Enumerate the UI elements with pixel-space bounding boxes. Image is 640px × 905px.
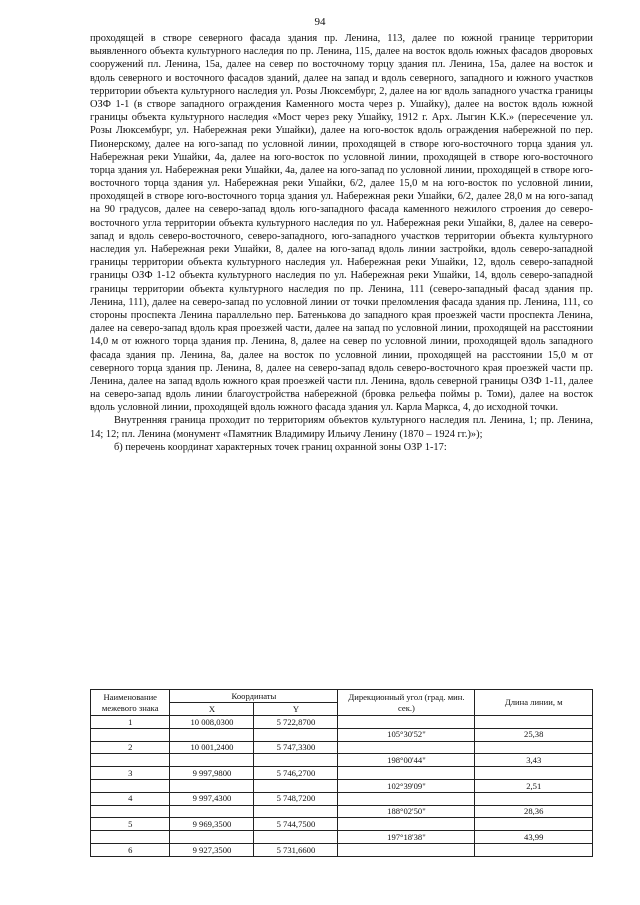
point-y: 5 746,2700	[254, 767, 338, 780]
point-x: 9 969,3500	[170, 818, 254, 831]
point-name: 4	[91, 792, 170, 805]
table-row-point	[91, 818, 593, 831]
point-y: 5 747,3300	[254, 741, 338, 754]
table-row-segment	[91, 831, 593, 844]
point-x: 9 997,4300	[170, 792, 254, 805]
coordinates-list-caption: б) перечень координат характерных точек границ охранной зоны ОЗР 1-17:	[114, 441, 447, 453]
table-header-row	[91, 690, 593, 703]
point-x: 9 997,9800	[170, 767, 254, 780]
boundary-description-paragraph: проходящей в створе северного фасада здания пр. Ленина, 113, далее по южной границе территории выявленного объекта культурного наследия по пр. Ленина, 115, далее на восток вдоль южных фасадов дворовых сооружений пл. Ленина, 15а, далее на север по восточному торцу здания пл. Ленина, 15а, далее на восток и вдоль северного и восточного фасадов зданий, далее на запад и вдоль северного, западного и южного участков территории объекта культурного наследия ул. Розы Люксембург, 2, далее на юг вдоль западного участка границы ОЗФ 1-1 (в створе западного ограждения Каменного моста через р. Ушайку), далее на восток вдоль южной границы объекта культурного наследия «Мост через реку Ушайку, 1912 г. Арх. Лыгин К.К.» (пересечение ул. Розы Люксембург, ул. Набережная реки Ушайки), далее на юго-восток вдоль ограждения набережной по пер. Пионерскому, далее на юго-запад по условной линии, проходящей в створе юго-восточного торца здания ул. Набережная реки Ушайки, 4а, далее на юго-восток по условной линии, проходящей в створе юго-восточного торца здания ул. Набережная реки Ушайки, 4а, далее на юго-запад по условной линии, проходящей в створе юго-восточного торца здания ул. Набережная реки Ушайки, 6/2, далее 15,0 м на юго-восток по условной линии, проходящей в створе юго-восточного торца здания ул. Набережная реки Ушайки, 6/2, далее 28,0 м на юго-запад на 90 градусов, далее на северо-запад вдоль юго-западного фасада каменного нежилого строения до северо-восточного угла территории объекта культурного наследия по ул. Набережная реки Ушайки, 8, далее на северо-запад и вдоль северо-восточного, северо-западного, юго-западного участков территории объекта культурного наследия ул. Набережная реки Ушайки, 8, далее на юго-запад вдоль линии застройки, вдоль северо-западной границы территории объекта культурного наследия ул. Набережная реки Ушайки, 12, вдоль северо-западной границы ОЗФ 1-12 объекта культурного наследия по ул. Набережная реки Ушайки, 14, вдоль северо-западной границы территории объекта культурного наследия по пр. Ленина, 111 (северо-западный фасад здания пр. Ленина, 111), далее на северо-запад по условной линии от точки преломления фасада здания пр. Ленина, 111, со стороны проспекта Ленина параллельно пер. Батенькова до западного края проезжей части проспекта Ленина, далее на северо-запад вдоль края проезжей части, далее на запад по условной линии, проходящей на расстоянии 14,0 м от южного торца здания пр. Ленина, 8, далее на север по условной линии, проходящей вдоль западного фасада здания пр. Ленина, 8а, далее на восток по условной линии, проходящей на расстоянии 15,0 м от северного торца здания пр. Ленина, 8, далее на северо-запад вдоль северо-восточного края проезжей части пр. Ленина, далее на запад вдоль южного края проезжей части пл. Ленина, вдоль северной границы ОЗФ 1-11, далее на северо-запад вдоль линии благоустройства набережной (бровка рельефа поймы р. Томи), далее на восток вдоль условной линии, проходящей вдоль южного фасада здания ул. Карла Маркса, 4, до исходной точки.	[90, 33, 593, 414]
segment-length: 3,43	[475, 754, 593, 767]
point-x: 10 001,2400	[170, 741, 254, 754]
table-row-point	[91, 767, 593, 780]
table-row-point	[91, 716, 593, 729]
table-row-point	[91, 792, 593, 805]
segment-length: 25,38	[475, 728, 593, 741]
table-row-point	[91, 843, 593, 856]
segment-length: 2,51	[475, 779, 593, 792]
segment-angle: 197°18'38"	[338, 831, 475, 844]
point-name: 5	[91, 818, 170, 831]
coordinates-table	[90, 689, 593, 857]
header-coordinates: Координаты	[170, 690, 338, 703]
header-y: Y	[254, 703, 338, 716]
point-y: 5 744,7500	[254, 818, 338, 831]
point-x: 9 927,3500	[170, 843, 254, 856]
segment-angle: 102°39'09"	[338, 779, 475, 792]
page-number: 94	[314, 16, 326, 28]
segment-angle: 105°30'52"	[338, 728, 475, 741]
point-name: 1	[91, 716, 170, 729]
point-x: 10 008,0300	[170, 716, 254, 729]
point-name: 3	[91, 767, 170, 780]
point-name: 2	[91, 741, 170, 754]
segment-angle: 188°02'50"	[338, 805, 475, 818]
inner-boundary-paragraph: Внутренняя граница проходит по территориям объектов культурного наследия пл. Ленина, 1; пр. Ленина, 14; 12; пл. Ленина (монумент «Памятник Владимиру Ильичу Ленину (1870 – 1924 гг.)»);	[90, 415, 593, 440]
segment-angle: 198°00'44"	[338, 754, 475, 767]
point-y: 5 748,7200	[254, 792, 338, 805]
table-row-segment	[91, 805, 593, 818]
document-body	[90, 32, 593, 454]
header-direction-angle: Дирекционный угол (град. мин. сек.)	[338, 690, 475, 716]
point-y: 5 731,6600	[254, 843, 338, 856]
header-point-name: Наименование межевого знака	[91, 690, 170, 716]
table-row-segment	[91, 779, 593, 792]
segment-length: 28,36	[475, 805, 593, 818]
table-row-point	[91, 741, 593, 754]
segment-length: 43,99	[475, 831, 593, 844]
header-line-length: Длина линии, м	[475, 690, 593, 716]
table-row-segment	[91, 728, 593, 741]
point-y: 5 722,8700	[254, 716, 338, 729]
point-name: 6	[91, 843, 170, 856]
header-x: X	[170, 703, 254, 716]
table-row-segment	[91, 754, 593, 767]
